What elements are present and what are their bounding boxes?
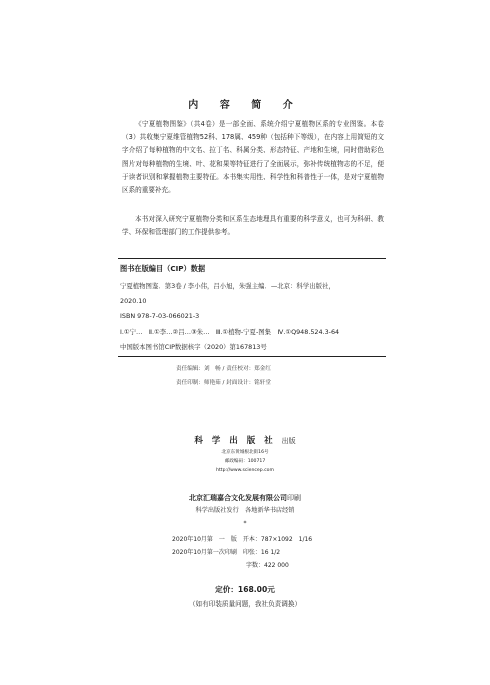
edition-line-2: 2020年10月第一次印刷 印张：16 1/2 bbox=[172, 549, 281, 556]
cip-isbn: ISBN 978-7-03-066021-3 bbox=[120, 312, 200, 320]
printer-line bbox=[0, 493, 490, 503]
publisher-website: http://www.sciencep.com bbox=[216, 468, 274, 473]
quality-notice: （如有印装质量问题，我社负责调换） bbox=[188, 600, 302, 608]
page-title: 内 容 简 介 bbox=[188, 100, 302, 111]
printer-suffix: 印刷 bbox=[287, 494, 301, 502]
cip-line-4: Ⅰ.①宁… Ⅱ.①李…②吕…③朱… Ⅲ.①植物-宁夏-图集 Ⅳ.①Q948.524.3-64 bbox=[120, 328, 340, 336]
intro-paragraph-1: 《宁夏植物图鉴》（共4卷）是一部全面、系统介绍宁夏植物区系的专业图鉴。本卷（3）共收集宁夏维管植物52科、178属、459种（包括种下等级），在内容上用简短的文字介绍了每种植物的中文名、拉丁名、科属分类、形态特征、产地和生境，同时借助彩色图片对每种植物的生境、叶、花和果等特征进行了全面展示，弥补传统植物志的不足，便于读者识别和掌握植物主要特征。本书集实用性、科学性和科普性于一体，是对宁夏植物区系的重要补充。 bbox=[122, 120, 384, 195]
cip-top-rule bbox=[118, 258, 386, 259]
credits-editors: 责任编辑：刘 畅 / 责任校对：郑金红 bbox=[176, 366, 271, 372]
cip-number: 中国版本图书馆CIP数据核字（2020）第167813号 bbox=[120, 343, 267, 351]
separator-star: * bbox=[243, 520, 247, 527]
intro-paragraph-2: 本书对深入研究宁夏植物分类和区系生态地理具有重要的科学意义，也可为科研、教学、环保和管理部门的工作提供参考。 bbox=[122, 215, 384, 237]
publisher-name-text: 科 学 出 版 社 bbox=[194, 436, 276, 446]
credits-production: 责任印制：师艳茹 / 封面设计：铭轩堂 bbox=[176, 380, 271, 386]
word-count: 字数：422 000 bbox=[246, 562, 289, 569]
publisher-postcode: 邮政编码：100717 bbox=[224, 459, 266, 464]
edition-line-1: 2020年10月第 一 版 开本：787×1092 1/16 bbox=[172, 536, 313, 543]
printer-name: 北京汇瑞嘉合文化发展有限公司 bbox=[189, 494, 287, 502]
publisher-name bbox=[0, 434, 490, 446]
cip-line-2: 2020.10 bbox=[120, 297, 147, 305]
cip-heading: 图书在版编目（CIP）数据 bbox=[120, 264, 206, 273]
cip-bottom-rule bbox=[118, 356, 386, 357]
publisher-address: 北京东黄城根北街16号 bbox=[221, 450, 269, 455]
publisher-suffix: 出版 bbox=[281, 437, 296, 445]
cip-line-1: 宁夏植物图鉴．第3卷 / 李小伟，吕小旭，朱强主编．—北京：科学出版社， bbox=[120, 282, 335, 290]
distribution-line: 科学出版社发行 各地新华书店经销 bbox=[195, 507, 295, 514]
price: 定价：168.00元 bbox=[215, 585, 275, 594]
